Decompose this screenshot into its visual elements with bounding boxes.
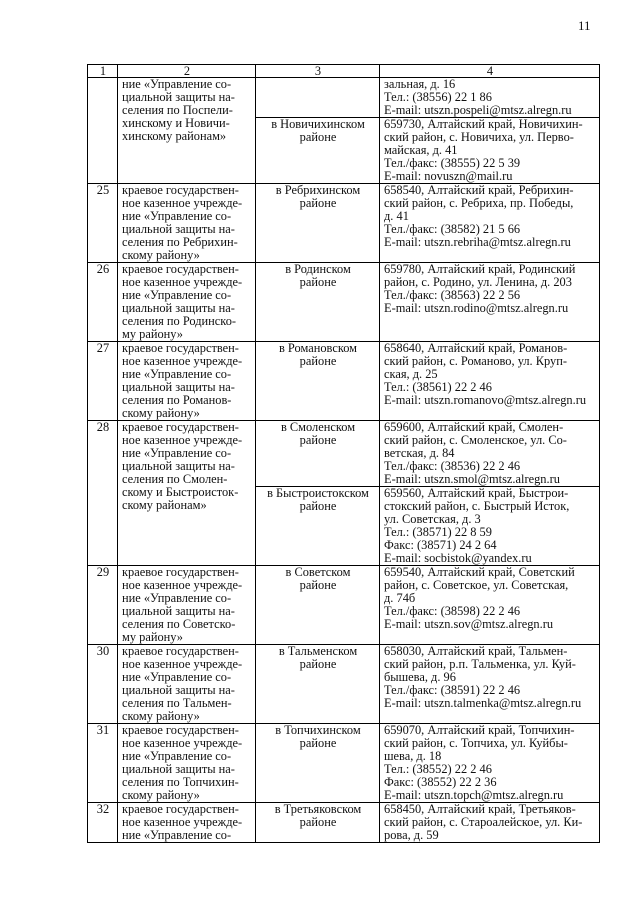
address-contacts [380,566,600,645]
text-line: ский район, с. Романово, ул. Круп- [384,354,567,368]
text-line: шева, д. 18 [384,749,442,763]
text-line: в Третьяковском [274,802,362,816]
text-line: Тел./факс: (38555) 22 5 39 [384,156,521,170]
text-line: Тел./факс: (38536) 22 2 46 [384,459,521,473]
table-row [88,803,600,843]
text-line: селения по Смолен- [122,472,228,486]
institution-name [118,78,256,184]
text-line: ное казенное учрежде- [122,815,243,829]
text-line: циальной защиты на- [122,90,235,104]
row-number: 25 [88,184,118,263]
table-row [88,566,600,645]
text-line: ул. Советская, д. 3 [384,512,481,526]
text-line: зальная, д. 16 [384,77,456,91]
row-number: 29 [88,566,118,645]
text-line: краевое государствен- [122,262,239,276]
text-line: районе [299,354,337,368]
text-line: селения по Советско- [122,617,236,631]
text-line: в Новичихинском [271,117,365,131]
text-line: циальной защиты на- [122,762,235,776]
text-line: му району» [122,630,183,644]
text-line: скому и Быстроисток- [122,485,239,499]
text-line: районе [299,736,337,750]
district-name [256,184,380,263]
institution-name [118,342,256,421]
text-line: Тел.: (38561) 22 2 46 [384,380,492,394]
text-line: E-mail: utszn.pospeli@mtsz.alregn.ru [384,103,572,117]
table-row [88,342,600,421]
text-line: ние «Управление со- [122,591,232,605]
row-number: 26 [88,263,118,342]
district-name [256,78,380,118]
text-line: стокский район, с. Быстрый Исток, [384,499,570,513]
text-line: ние «Управление со- [122,828,232,842]
district-name [256,645,380,724]
text-line: 659730, Алтайский край, Новичихин- [384,117,583,131]
district-name [256,118,380,184]
text-line: циальной защиты на- [122,301,235,315]
address-contacts [380,421,600,487]
address-contacts [380,118,600,184]
text-line: E-mail: utszn.romanovo@mtsz.alregn.ru [384,393,587,407]
text-line: ние «Управление со- [122,209,232,223]
address-contacts [380,724,600,803]
text-line: 659600, Алтайский край, Смолен- [384,420,564,434]
address-contacts [380,803,600,843]
text-line: хинскому районам» [122,129,227,143]
text-line [260,78,376,91]
text-line: ние «Управление со- [122,749,232,763]
institution-name [118,263,256,342]
text-line: Тел.: (38571) 22 8 59 [384,525,492,539]
table-row [88,184,600,263]
text-line: д. 74б [384,591,416,605]
text-line: му району» [122,327,183,341]
text-line: краевое государствен- [122,565,239,579]
address-contacts [380,184,600,263]
text-line: Тел./факс: (38598) 22 2 46 [384,604,521,618]
text-line: циальной защиты на- [122,683,235,697]
table-row [88,263,600,342]
table-row [88,645,600,724]
text-line: в Ребрихинском [275,183,361,197]
text-line: селения по Ребрихин- [122,235,238,249]
text-line: районе [299,578,337,592]
text-line: циальной защиты на- [122,604,235,618]
institutions-table [87,64,600,843]
page-number: 11 [578,18,591,33]
text-line: краевое государствен- [122,723,239,737]
text-line: краевое государствен- [122,644,239,658]
text-line: районе [299,815,337,829]
text-line: E-mail: novuszn@mail.ru [384,169,513,183]
text-line: в Быстроистокском [267,486,369,500]
institution-name [118,566,256,645]
text-line: район, с. Советское, ул. Советская, [384,578,569,592]
text-line: Тел./факс: (38591) 22 2 46 [384,683,521,697]
text-line: ное казенное учрежде- [122,433,243,447]
text-line: ное казенное учрежде- [122,657,243,671]
row-number: 30 [88,645,118,724]
text-line: в Тальменском [278,644,358,658]
text-line: 659070, Алтайский край, Топчихин- [384,723,575,737]
address-contacts [380,263,600,342]
text-line: E-mail: utszn.rodino@mtsz.alregn.ru [384,301,569,315]
text-line: Факс: (38571) 24 2 64 [384,538,497,552]
text-line: Факс: (38552) 22 2 36 [384,775,497,789]
text-line: ский район, с. Смоленское, ул. Со- [384,433,567,447]
institution-name [118,724,256,803]
district-name [256,724,380,803]
text-line: ский район, с. Топчиха, ул. Куйбы- [384,736,568,750]
text-line: селения по Тальмен- [122,696,232,710]
text-line: районе [299,275,337,289]
institution-name [118,421,256,566]
text-line: Тел./факс: (38563) 22 2 56 [384,288,521,302]
address-contacts [380,645,600,724]
text-line: Тел./факс: (38582) 21 5 66 [384,222,521,236]
text-line: ное казенное учрежде- [122,736,243,750]
text-line: циальной защиты на- [122,459,235,473]
table-row [88,78,600,118]
text-line: рова, д. 59 [384,828,439,842]
text-line: скому району» [122,406,200,420]
text-line: ное казенное учрежде- [122,196,243,210]
text-line: скому району» [122,788,200,802]
text-line: 659540, Алтайский край, Советский [384,565,575,579]
text-line: Тел.: (38556) 22 1 86 [384,90,492,104]
row-number [88,78,118,184]
text-line: в Родинском [285,262,351,276]
text-line: краевое государствен- [122,183,239,197]
text-line: краевое государствен- [122,802,239,816]
text-line: хинскому и Новичи- [122,116,230,130]
text-line: ние «Управление со- [122,446,232,460]
text-line: ние «Управление со- [122,77,232,91]
text-line: E-mail: utszn.talmenka@mtsz.alregn.ru [384,696,582,710]
text-line: ние «Управление со- [122,670,232,684]
row-number: 28 [88,421,118,566]
column-number: 3 [256,65,380,78]
text-line: ская, д. 25 [384,367,438,381]
text-line: 659560, Алтайский край, Быстрои- [384,486,569,500]
address-contacts [380,342,600,421]
text-line: майская, д. 41 [384,143,458,157]
text-line: E-mail: utszn.smol@mtsz.alregn.ru [384,472,560,486]
text-line: районе [299,499,337,513]
text-line: районе [299,657,337,671]
text-line: в Советском [285,565,351,579]
text-line: E-mail: socbistok@yandex.ru [384,551,532,565]
text-line: район, с. Родино, ул. Ленина, д. 203 [384,275,572,289]
text-line: циальной защиты на- [122,222,235,236]
text-line: скому районам» [122,498,207,512]
text-line: в Романовском [278,341,358,355]
text-line: районе [299,433,337,447]
column-number-row [88,65,600,78]
table-row [88,724,600,803]
text-line: ский район, с. Ребриха, пр. Победы, [384,196,574,210]
district-name [256,263,380,342]
text-line: 658640, Алтайский край, Романов- [384,341,568,355]
text-line: Тел.: (38552) 22 2 46 [384,762,492,776]
text-line: ное казенное учрежде- [122,354,243,368]
text-line: 658540, Алтайский край, Ребрихин- [384,183,574,197]
text-line: ский район, с. Новичиха, ул. Перво- [384,130,574,144]
district-name [256,421,380,487]
text-line: бышева, д. 96 [384,670,456,684]
row-number: 27 [88,342,118,421]
institution-name [118,645,256,724]
text-line: в Смоленском [280,420,356,434]
text-line: ние «Управление со- [122,367,232,381]
text-line: ное казенное учрежде- [122,275,243,289]
text-line: краевое государствен- [122,341,239,355]
text-line: ский район, р.п. Тальменка, ул. Куй- [384,657,576,671]
row-number: 32 [88,803,118,843]
text-line: 659780, Алтайский край, Родинский [384,262,576,276]
column-number: 1 [88,65,118,78]
row-number: 31 [88,724,118,803]
text-line: селения по Романов- [122,393,232,407]
text-line: д. 41 [384,209,409,223]
text-line: краевое государствен- [122,420,239,434]
text-line: 658450, Алтайский край, Третьяков- [384,802,576,816]
institution-name [118,803,256,843]
institution-name [118,184,256,263]
address-contacts [380,78,600,118]
table-row [88,421,600,487]
text-line: 658030, Алтайский край, Тальмен- [384,644,568,658]
text-line: ние «Управление со- [122,288,232,302]
district-name [256,566,380,645]
text-line: селения по Родинско- [122,314,237,328]
text-line [260,91,376,104]
text-line: селения по Поспели- [122,103,233,117]
text-line: районе [299,196,337,210]
text-line: ное казенное учрежде- [122,578,243,592]
text-line: E-mail: utszn.rebriha@mtsz.alregn.ru [384,235,571,249]
text-line: ский район, с. Староалейское, ул. Ки- [384,815,583,829]
text-line: в Топчихинском [275,723,361,737]
address-contacts [380,487,600,566]
district-name [256,803,380,843]
text-line: селения по Топчихин- [122,775,239,789]
district-name [256,342,380,421]
district-name [256,487,380,566]
text-line: циальной защиты на- [122,380,235,394]
text-line: скому району» [122,709,200,723]
text-line: районе [299,130,337,144]
text-line: скому району» [122,248,200,262]
column-number: 4 [380,65,600,78]
text-line: ветская, д. 84 [384,446,455,460]
text-line: E-mail: utszn.topch@mtsz.alregn.ru [384,788,564,802]
column-number: 2 [118,65,256,78]
text-line: E-mail: utszn.sov@mtsz.alregn.ru [384,617,554,631]
